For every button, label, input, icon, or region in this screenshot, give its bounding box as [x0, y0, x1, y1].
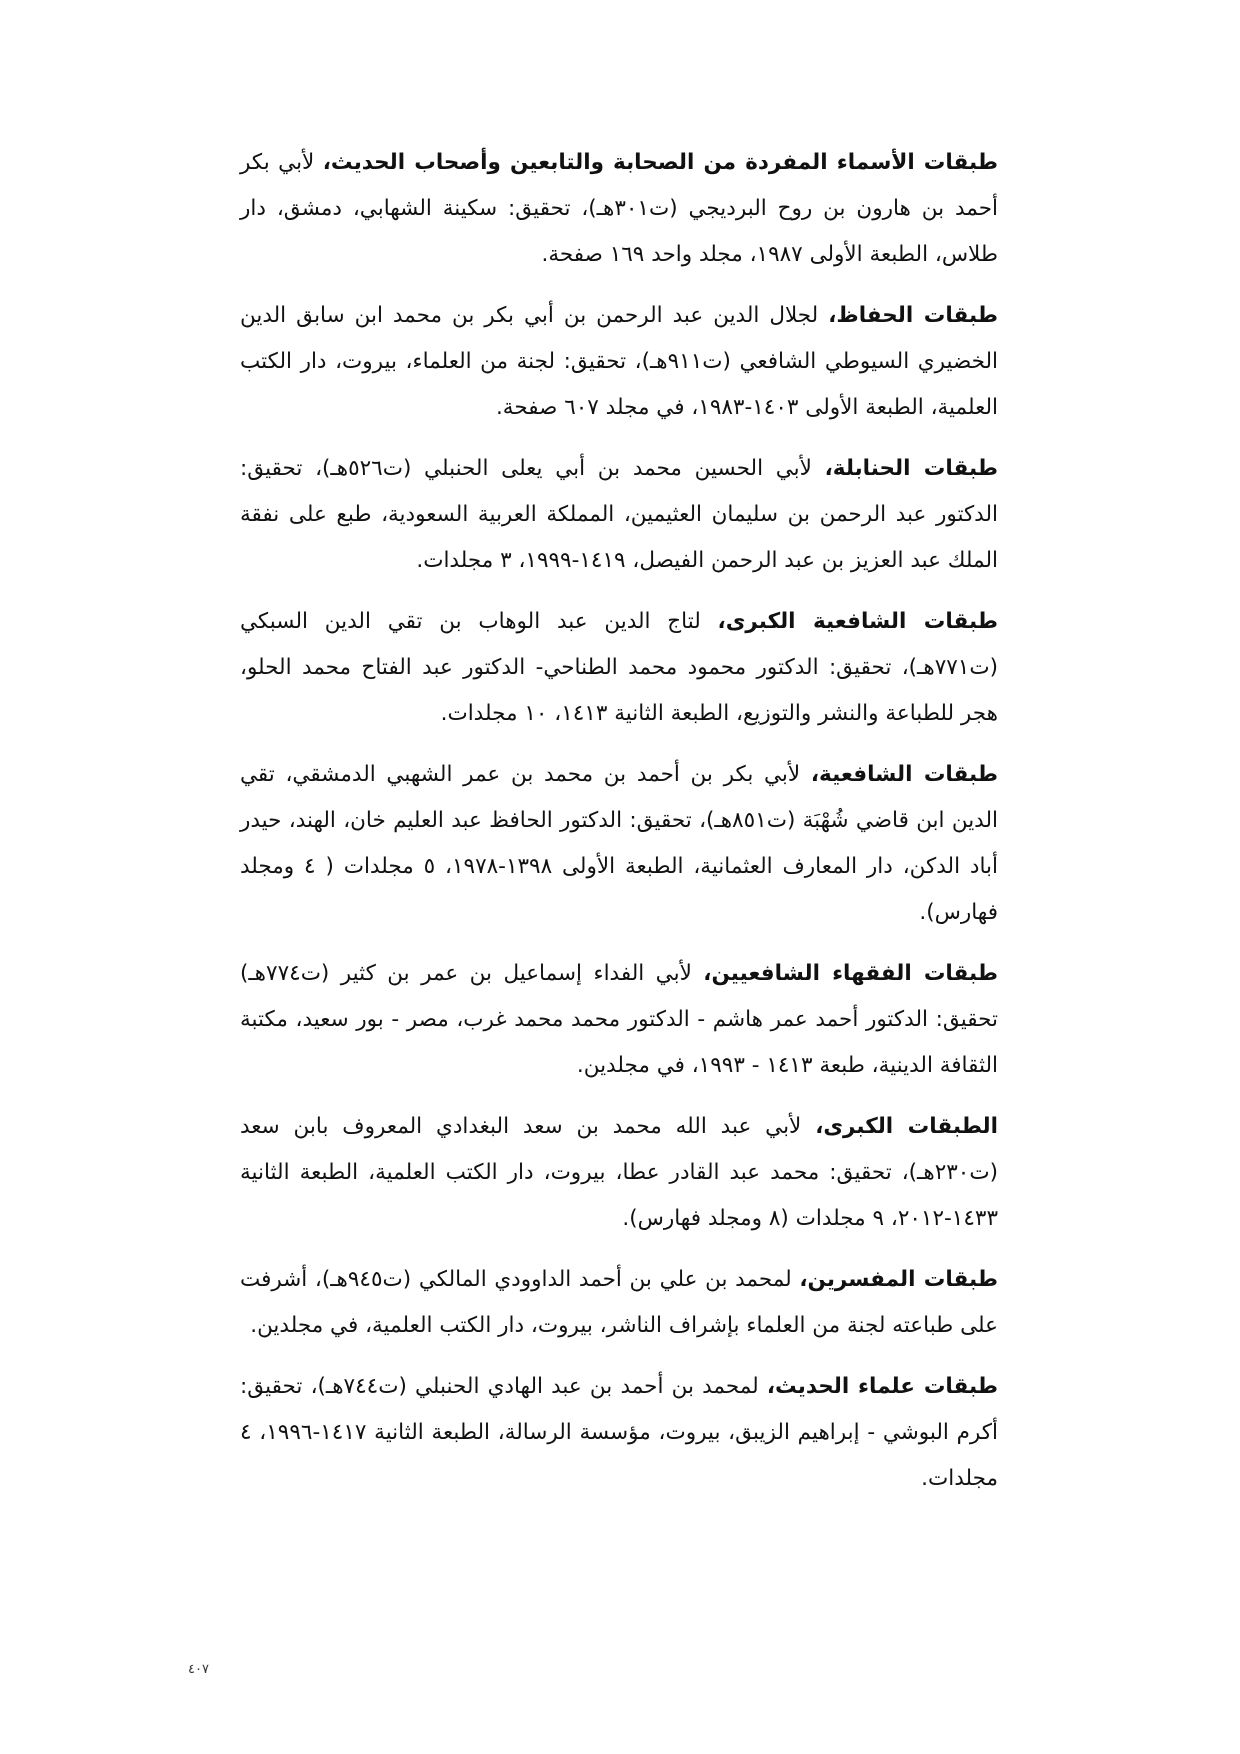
bibliography-entry [240, 446, 998, 584]
entry-title: طبقات الشافعية الكبرى، [717, 609, 998, 634]
bibliography-entry [240, 752, 998, 936]
entry-body: لأبي عبد الله محمد بن سعد البغدادي المعروف بابن سعد (ت٢٣٠هـ)، تحقيق: محمد عبد القادر عطا، بيروت، دار الكتب العلمية، الطبعة الثانية ١٤٣٣-٢٠١٢، ٩ مجلدات (٨ ومجلد فهارس). [240, 1114, 998, 1231]
entry-body: لتاج الدين عبد الوهاب بن تقي الدين السبكي (ت٧٧١هـ)، تحقيق: الدكتور محمود محمد الطناحي- الدكتور عبد الفتاح محمد الحلو، هجر للطباعة والنشر والتوزيع، الطبعة الثانية ١٤١٣، ١٠ مجلدات. [240, 609, 998, 726]
entry-title: طبقات الحنابلة، [824, 456, 998, 481]
bibliography-entry [240, 599, 998, 737]
entry-body: لأبي الفداء إسماعيل بن عمر بن كثير (ت٧٧٤هـ) تحقيق: الدكتور أحمد عمر هاشم - الدكتور محمد محمد غرب، مصر - بور سعيد، مكتبة الثقافة الدينية، طبعة ١٤١٣ - ١٩٩٣، في مجلدين. [240, 961, 998, 1078]
bibliography-entry [240, 951, 998, 1089]
page-number: ٤٠٧ [188, 1662, 209, 1677]
entry-title: طبقات الشافعية، [810, 762, 998, 787]
bibliography-list [240, 140, 998, 1517]
entry-title: طبقات الأسماء المفردة من الصحابة والتابعين وأصحاب الحديث، [322, 150, 998, 175]
entry-body: لجلال الدين عبد الرحمن بن أبي بكر بن محمد ابن سابق الدين الخضيري السيوطي الشافعي (ت٩١١هـ)، تحقيق: لجنة من العلماء، بيروت، دار الكتب العلمية، الطبعة الأولى ١٤٠٣-١٩٨٣، في مجلد ٦٠٧ صفحة. [240, 303, 998, 420]
bibliography-entry [240, 293, 998, 431]
entry-title: طبقات المفسرين، [799, 1267, 998, 1292]
entry-body: لمحمد بن أحمد بن عبد الهادي الحنبلي (ت٧٤٤هـ)، تحقيق: أكرم البوشي - إبراهيم الزيبق، بيروت، مؤسسة الرسالة، الطبعة الثانية ١٤١٧-١٩٩٦، ٤ مجلدات. [240, 1374, 998, 1491]
entry-body: لأبي بكر بن أحمد بن محمد بن عمر الشهبي الدمشقي، تقي الدين ابن قاضي شُهْبَة (ت٨٥١هـ)، تحقيق: الدكتور الحافظ عبد العليم خان، الهند، حيدر أباد الدكن، دار المعارف العثمانية، الطبعة الأولى ١٣٩٨-١٩٧٨، ٥ مجلدات ( ٤ ومجلد فهارس). [240, 762, 999, 925]
entry-body: لأبي بكر أحمد بن هارون بن روح البرديجي (ت٣٠١هـ)، تحقيق: سكينة الشهابي، دمشق، دار طلاس، الطبعة الأولى ١٩٨٧، مجلد واحد ١٦٩ صفحة. [240, 150, 998, 267]
bibliography-entry [240, 1364, 998, 1502]
entry-body: لمحمد بن علي بن أحمد الداوودي المالكي (ت٩٤٥هـ)، أشرفت على طباعته لجنة من العلماء بإشراف الناشر، بيروت، دار الكتب العلمية، في مجلدين. [240, 1267, 998, 1338]
entry-title: طبقات علماء الحديث، [766, 1374, 998, 1399]
bibliography-entry [240, 1257, 998, 1349]
entry-title: طبقات الحفاظ، [828, 303, 998, 328]
bibliography-entry [240, 1104, 998, 1242]
entry-body: لأبي الحسين محمد بن أبي يعلى الحنبلي (ت٥٢٦هـ)، تحقيق: الدكتور عبد الرحمن بن سليمان العثيمين، المملكة العربية السعودية، طبع على نفقة الملك عبد العزيز بن عبد الرحمن الفيصل، ١٤١٩-١٩٩٩، ٣ مجلدات. [240, 456, 998, 573]
entry-title: الطبقات الكبرى، [815, 1114, 998, 1139]
bibliography-entry [240, 140, 998, 278]
entry-title: طبقات الفقهاء الشافعيين، [703, 961, 998, 986]
